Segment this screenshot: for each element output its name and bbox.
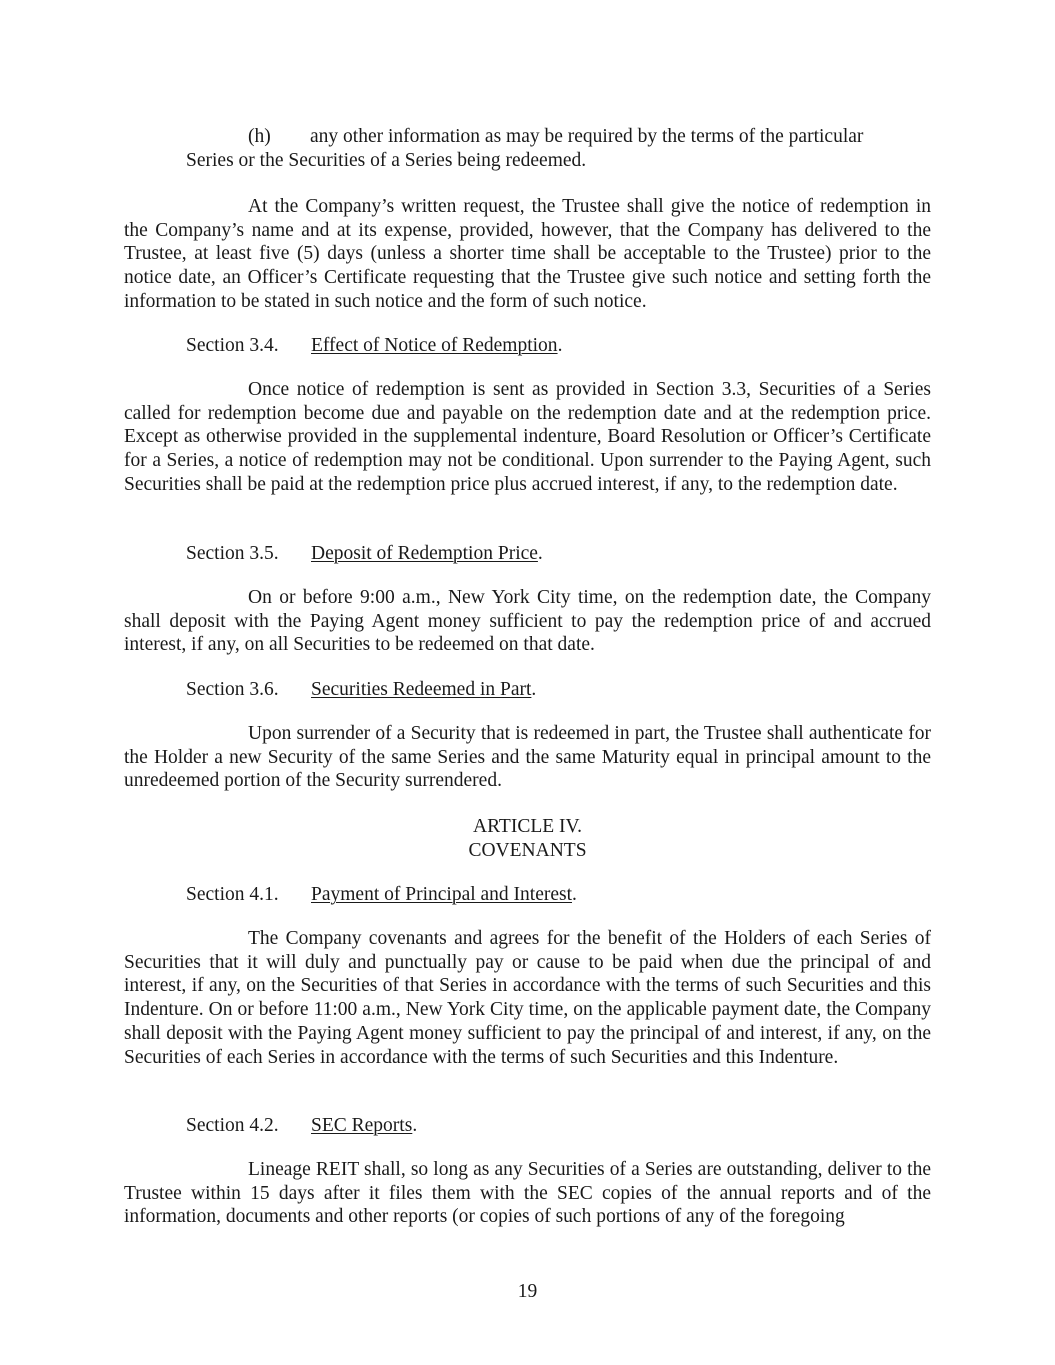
section-heading-3-4: Section 3.4. Effect of Notice of Redemption. [186,335,563,356]
section-heading-4-1: Section 4.1. Payment of Principal and Interest. [186,884,577,905]
section-body-3-6: Upon surrender of a Security that is redeemed in part, the Trustee shall authenticate for the Holder a new Security of the same Series and the same Maturity equal in principal amount to the unredeemed portion of the Security surrendered. [124,723,931,792]
article-number: ARTICLE IV. [473,816,582,837]
section-number: Section 4.2. [186,1115,279,1136]
list-item-h [186,125,931,172]
page-number: 19 [517,1281,538,1302]
section-body-3-5: On or before 9:00 a.m., New York City time, on the redemption date, the Company shall deposit with the Paying Agent money sufficient to pay the redemption price of and accrued interest, if any, on all Securities to be redeemed on that date. [124,587,931,656]
section-number: Section 3.5. [186,543,279,564]
section-number: Section 3.4. [186,335,279,356]
list-item-h-text-rest: Series or the Securities of a Series being redeemed. [186,149,587,171]
list-item-h-text-first: any other information as may be required by the terms of the particular [310,126,864,147]
section-title: Effect of Notice of Redemption [311,335,558,356]
section-body-4-2: Lineage REIT shall, so long as any Securities of a Series are outstanding, deliver to the Trustee within 15 days after it files them with the SEC copies of the annual reports and of the information, documents and other reports (or copies of such portions of any of the foregoing [124,1159,931,1228]
paragraph-notice: At the Company’s written request, the Trustee shall give the notice of redemption in the Company’s name and at its expense, provided, however, that the Company has delivered to the Trustee, at least five (5) days (unless a shorter time shall be acceptable to the Trustee) prior to the notice date, an Officer’s Certificate requesting that the Trustee give such notice and setting forth the information to be stated in such notice and the form of such notice. [124,196,931,312]
section-title: SEC Reports [311,1115,413,1136]
list-item-h-first-line [186,125,931,149]
section-title: Payment of Principal and Interest [311,884,573,905]
section-number: Section 4.1. [186,884,279,905]
section-heading-3-5: Section 3.5. Deposit of Redemption Price. [186,543,543,564]
section-heading-3-6: Section 3.6. Securities Redeemed in Part. [186,679,537,700]
section-body-3-4: Once notice of redemption is sent as provided in Section 3.3, Securities of a Series called for redemption become due and payable on the redemption date and at the redemption price. Except as otherwise provided in the supplemental indenture, Board Resolution or Officer’s Certificate for a Series, a notice of redemption may not be conditional. Upon surrender to the Paying Agent, such Securities shall be paid at the redemption price plus accrued interest, if any, to the redemption date. [124,379,931,495]
section-number: Section 3.6. [186,679,279,700]
section-heading-4-2: Section 4.2. SEC Reports. [186,1115,418,1136]
section-body-4-1: The Company covenants and agrees for the benefit of the Holders of each Series of Securities that it will duly and punctually pay or cause to be paid when due the principal of and interest, if any, on the Securities of that Series in accordance with the terms of such Securities and this Indenture. On or before 11:00 a.m., New York City time, on the applicable payment date, the Company shall deposit with the Paying Agent money sufficient to pay the principal of and interest, if any, on the Securities of each Series in accordance with the terms of such Securities and this Indenture. [124,928,931,1068]
section-title: Securities Redeemed in Part [311,679,532,700]
article-title: COVENANTS [468,840,587,861]
section-title: Deposit of Redemption Price [311,543,538,564]
list-item-h-label: (h) [248,126,271,147]
